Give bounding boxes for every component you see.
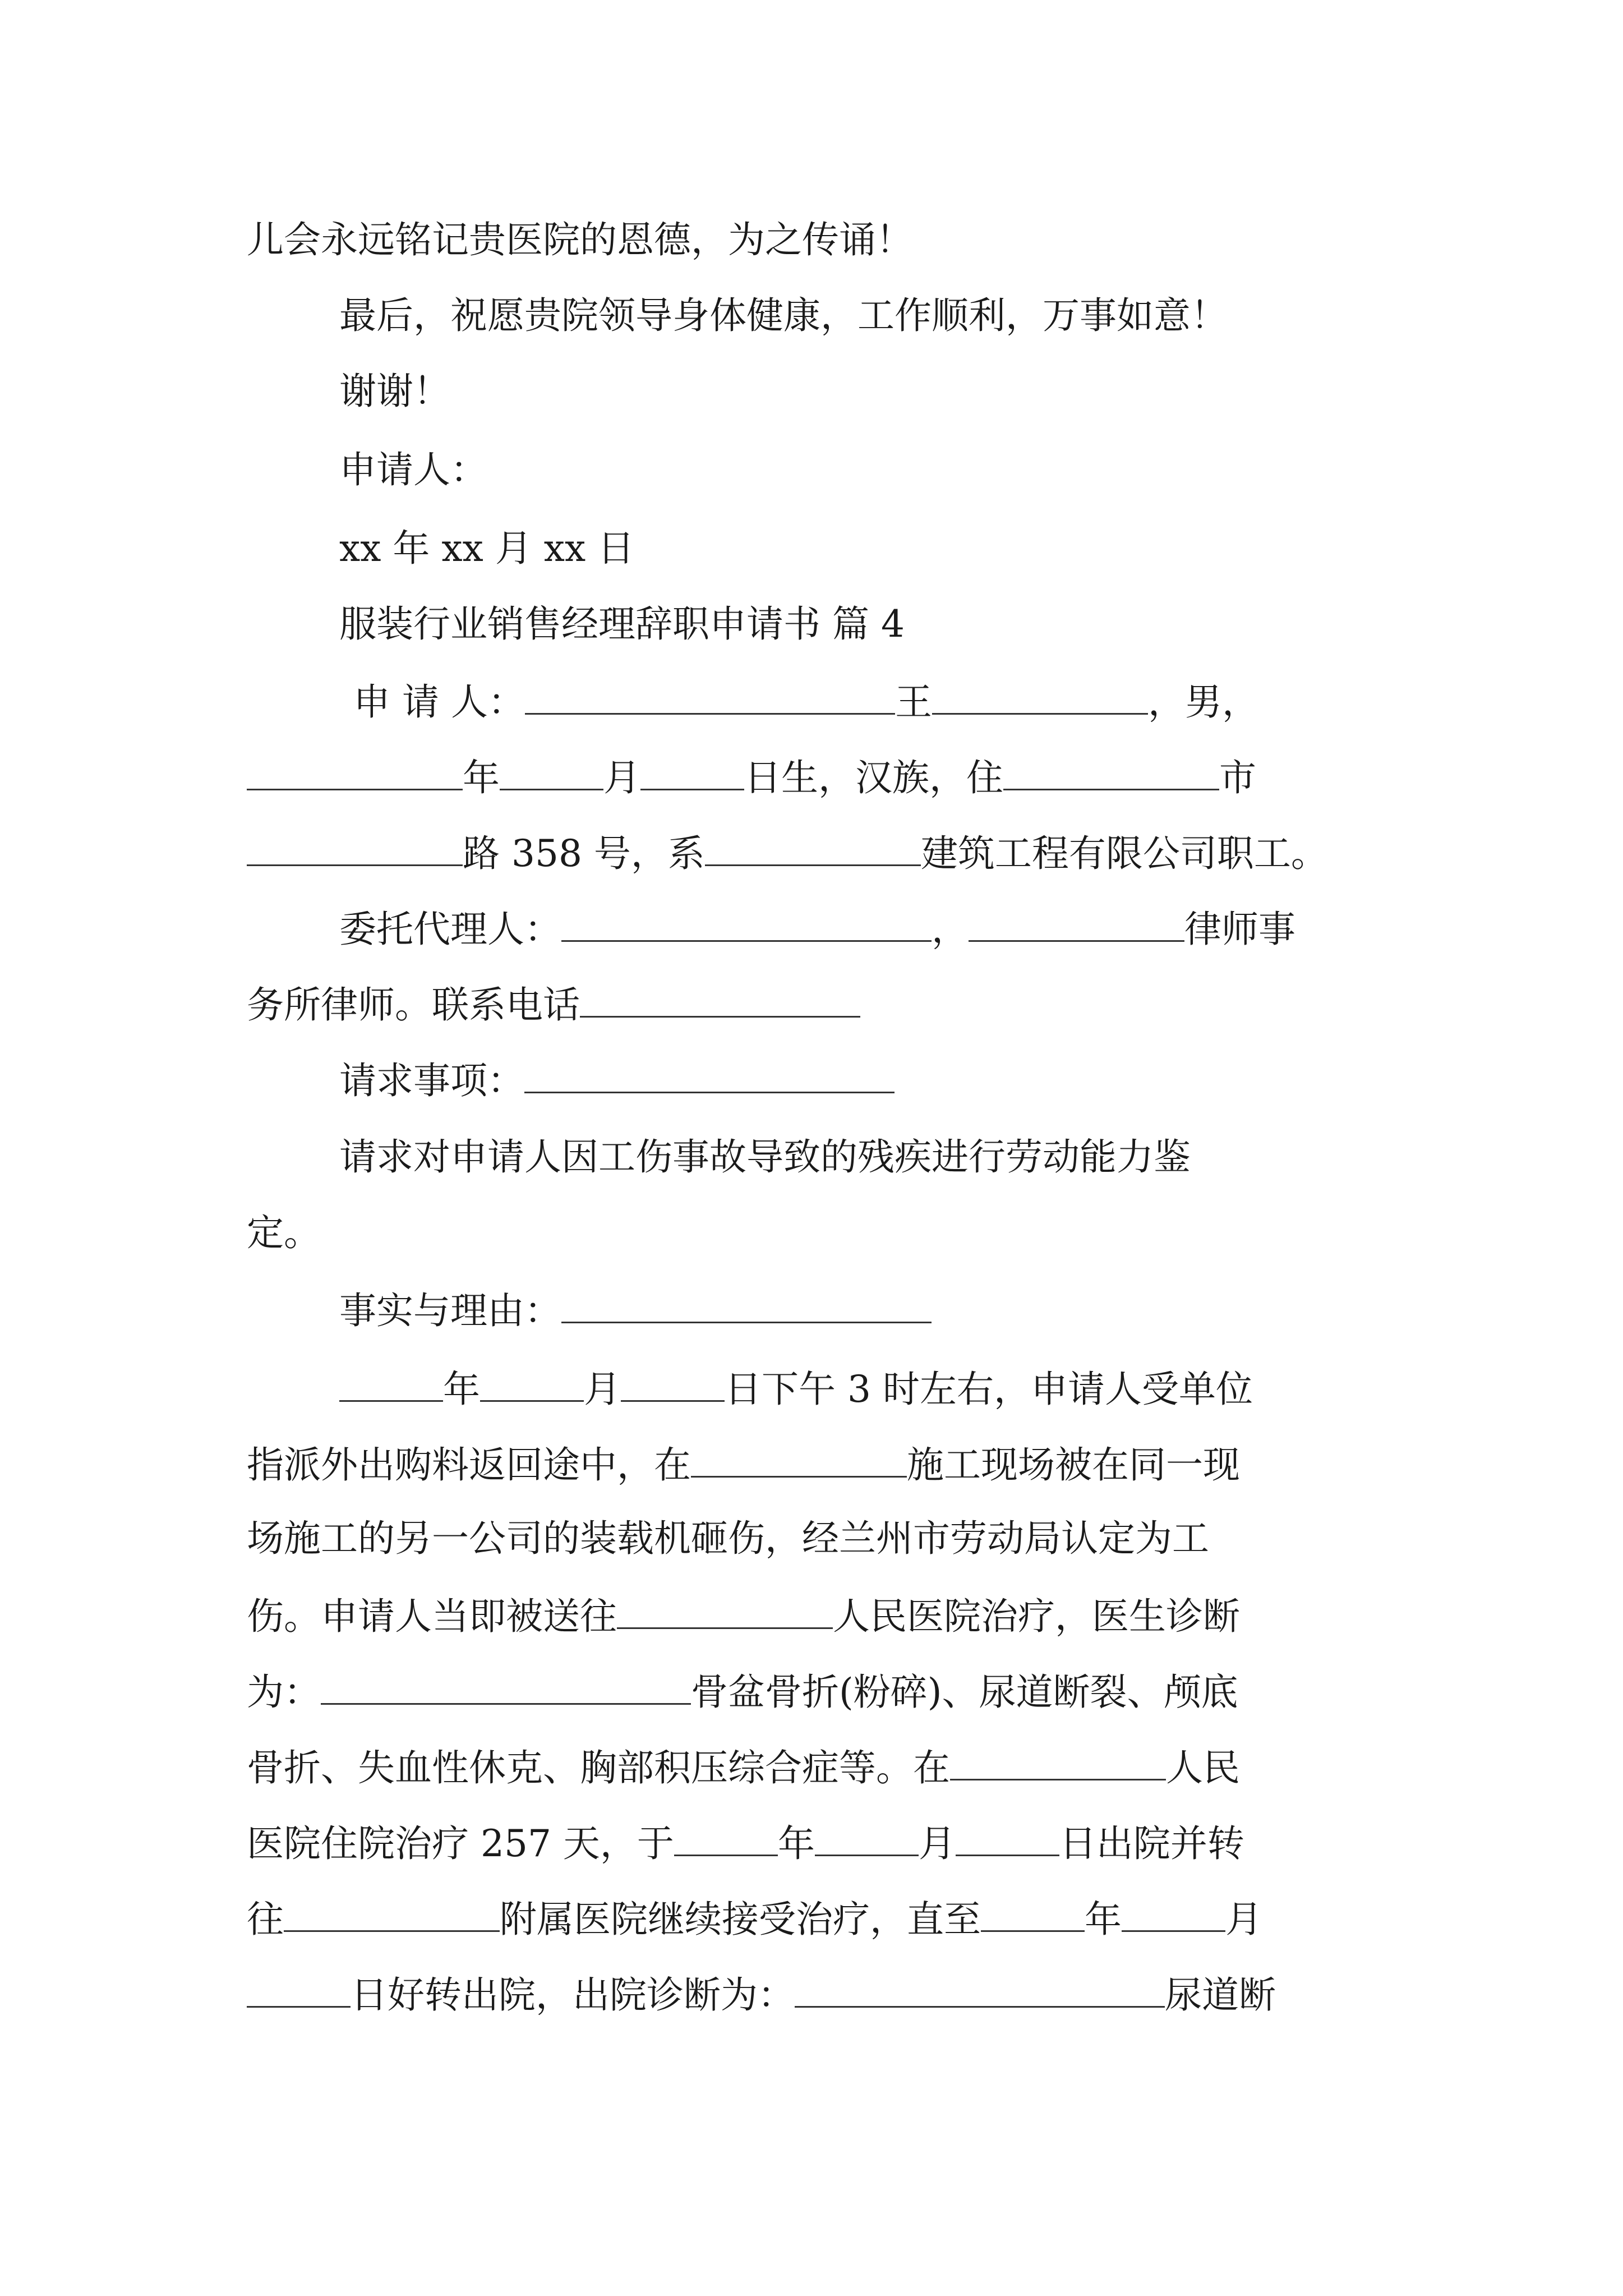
blank-field[interactable] [339, 1369, 443, 1402]
applicant-label: 申 请 人： [353, 680, 525, 724]
facts-text: 指派外出购料返回途中，在 [247, 1443, 691, 1487]
facts-text: 人民 [1166, 1746, 1240, 1789]
thanks-line: 谢谢！ [339, 370, 450, 413]
comma: ， [932, 908, 969, 951]
blank-field[interactable] [524, 1060, 895, 1093]
blank-field[interactable] [691, 1444, 907, 1478]
blank-field[interactable] [932, 682, 1148, 715]
month-label: 月 [603, 756, 640, 799]
signature-label: 申请人： [339, 448, 487, 491]
blank-field[interactable] [640, 757, 744, 790]
year-label: 年 [1085, 1898, 1122, 1941]
request-text-1: 请求对申请人因工伤事故导致的残疾进行劳动能力鉴 [339, 1135, 1191, 1179]
agent-line-2 [247, 983, 860, 1027]
agent-line-1 [339, 908, 1295, 951]
blank-field[interactable] [1003, 757, 1219, 790]
wishes-line: 最后，祝愿贵院领导身体健康，工作顺利，万事如意！ [339, 294, 1228, 337]
blank-field[interactable] [956, 1823, 1059, 1856]
facts-text: 骨盆骨折(粉碎)、尿道断裂、颅底 [691, 1671, 1238, 1714]
year-label: 年 [777, 1822, 815, 1865]
facts-line-8 [247, 1898, 1262, 1941]
firm-text: 律师事 [1184, 908, 1295, 951]
month-label: 月 [918, 1822, 956, 1865]
facts-line-2 [247, 1443, 1240, 1487]
request-label: 请求事项： [339, 1059, 524, 1102]
applicant-line-2 [247, 757, 1256, 797]
agent-label: 委托代理人： [339, 908, 561, 951]
born-text: 日生，汉族，住 [744, 756, 1003, 799]
blank-field[interactable] [525, 682, 895, 715]
road-text: 路 358 号，系 [463, 832, 705, 875]
blank-field[interactable] [674, 1823, 778, 1856]
blank-field[interactable] [561, 1290, 932, 1323]
facts-line-6 [247, 1747, 1240, 1787]
facts-text: 日下午 3 时左右，申请人受单位 [725, 1368, 1253, 1411]
blank-field[interactable] [500, 757, 603, 790]
facts-text: 日出院并转 [1059, 1822, 1244, 1865]
company-text: 建筑工程有限公司职工。 [920, 832, 1328, 875]
section-title: 服装行业销售经理辞职申请书 篇 4 [339, 602, 905, 646]
blank-field[interactable] [321, 1672, 691, 1705]
applicant-line-3 [247, 832, 1328, 875]
blank-field[interactable] [247, 833, 463, 866]
facts-text: 附属医院继续接受治疗，直至 [500, 1898, 981, 1941]
facts-label: 事实与理由： [339, 1289, 561, 1332]
facts-heading [339, 1289, 932, 1332]
year-label: 年 [463, 756, 500, 799]
phone-label: 务所律师。联系电话 [247, 983, 580, 1027]
city-label: 市 [1219, 756, 1256, 799]
applicant-gender: ，男， [1147, 680, 1259, 724]
blank-field[interactable] [815, 1823, 919, 1856]
blank-field[interactable] [969, 909, 1184, 942]
facts-line-7 [247, 1822, 1244, 1865]
blank-field[interactable] [580, 984, 860, 1018]
applicant-surname: 王 [895, 680, 932, 724]
month-label: 月 [584, 1368, 621, 1411]
facts-line-5 [247, 1671, 1238, 1714]
blank-field[interactable] [480, 1369, 584, 1402]
month-label: 月 [1225, 1898, 1262, 1941]
facts-text: 施工现场被在同一现 [907, 1443, 1240, 1487]
facts-text: 人民医院治疗，医生诊断 [833, 1595, 1240, 1638]
facts-text: 伤。申请人当即被送往 [247, 1595, 617, 1638]
blank-field[interactable] [1122, 1899, 1225, 1932]
blank-field[interactable] [621, 1369, 725, 1402]
blank-field[interactable] [705, 833, 921, 866]
blank-field[interactable] [247, 1975, 351, 2008]
blank-field[interactable] [795, 1975, 1165, 2008]
facts-line-4 [247, 1595, 1240, 1638]
blank-field[interactable] [284, 1899, 500, 1932]
blank-field[interactable] [561, 909, 932, 942]
facts-line-3: 场施工的另一公司的装载机砸伤，经兰州市劳动局认定为工 [247, 1517, 1209, 1560]
facts-line-1 [339, 1368, 1253, 1411]
facts-text: 医院住院治疗 257 天，于 [247, 1822, 674, 1865]
request-heading [339, 1059, 895, 1102]
facts-text: 往 [247, 1898, 284, 1941]
blank-field[interactable] [247, 757, 463, 790]
facts-line-9 [247, 1973, 1276, 2017]
closing-line: 儿会永远铭记贵医院的恩德，为之传诵！ [247, 218, 913, 261]
blank-field[interactable] [617, 1596, 833, 1629]
facts-text: 日好转出院，出院诊断为： [351, 1973, 795, 2017]
request-text-2: 定。 [247, 1211, 321, 1254]
blank-field[interactable] [950, 1747, 1166, 1780]
facts-text: 骨折、失血性休克、胸部积压综合症等。在 [247, 1746, 950, 1789]
applicant-line-1 [353, 680, 1259, 724]
facts-text: 为： [247, 1671, 321, 1714]
year-label: 年 [443, 1368, 480, 1411]
date-line: xx 年 xx 月 xx 日 [339, 527, 635, 570]
blank-field[interactable] [981, 1899, 1085, 1932]
facts-text: 尿道断 [1165, 1973, 1276, 2017]
